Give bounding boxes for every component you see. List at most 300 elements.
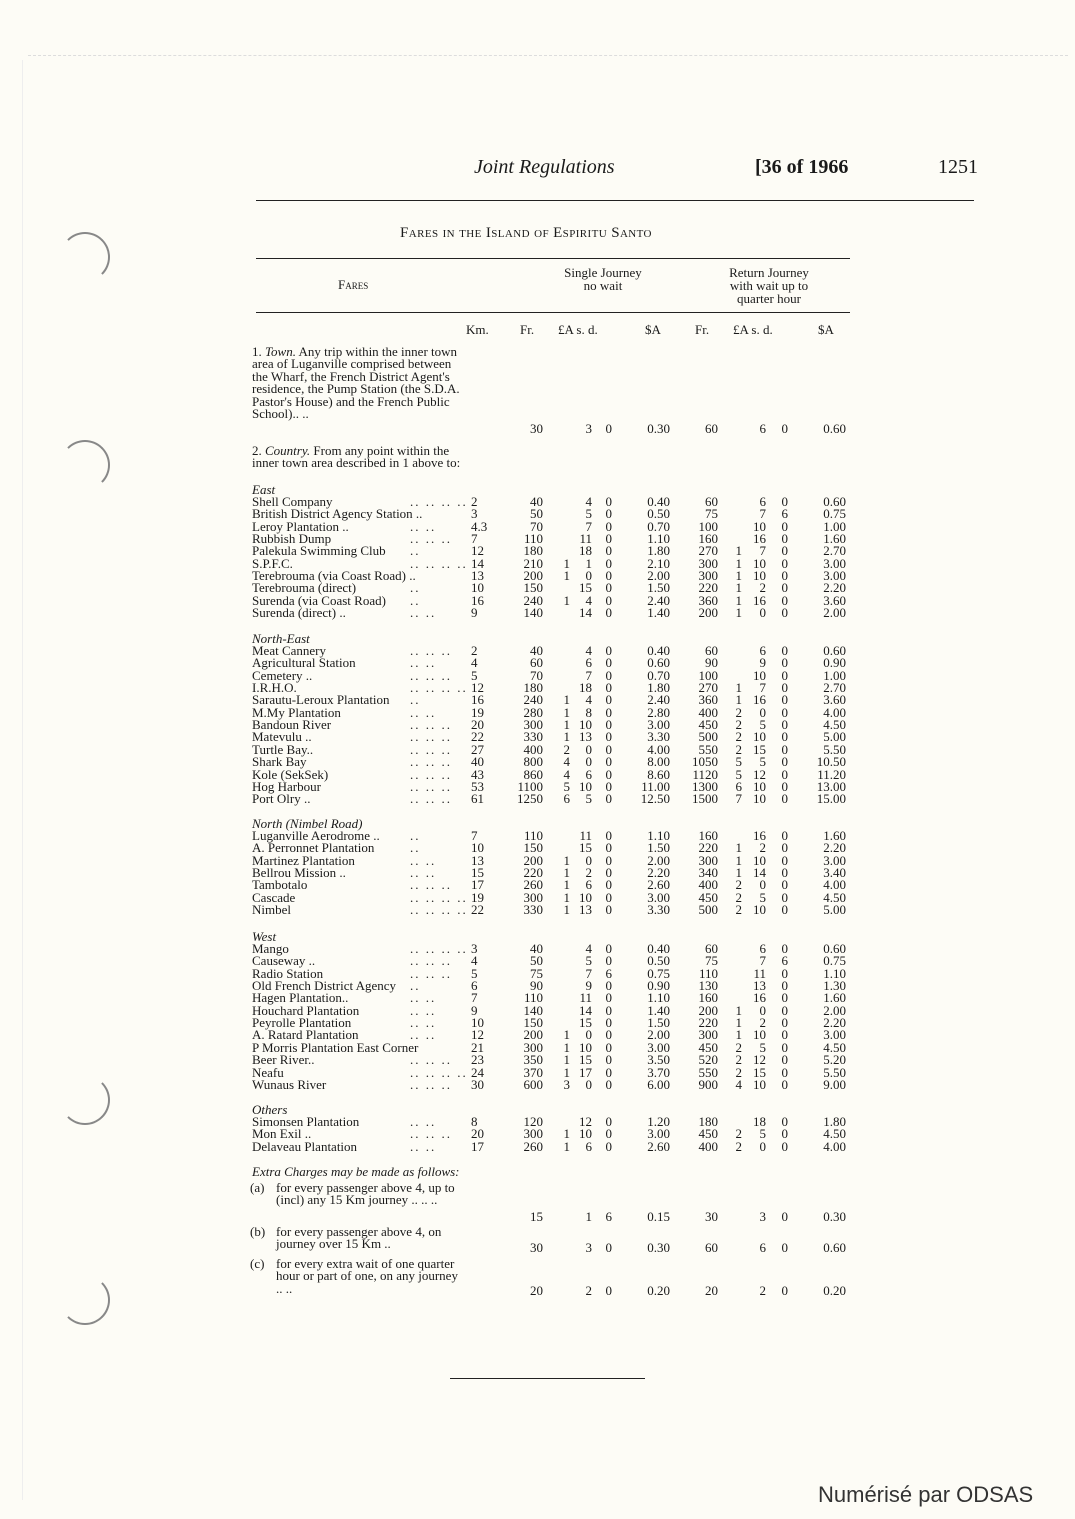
return-fr: 450 <box>698 717 718 733</box>
single-shillings: 5 <box>585 506 592 522</box>
single-fr: 120 <box>523 1114 543 1129</box>
return-fr: 220 <box>698 1015 718 1031</box>
single-shillings: 10 <box>579 717 592 733</box>
return-pence: 0 <box>781 494 788 509</box>
single-pence: 0 <box>605 754 612 770</box>
return-dollars: 0.75 <box>823 506 846 522</box>
destination-name: Causeway .. <box>252 953 316 969</box>
return-pounds: 2 <box>735 1039 742 1055</box>
return-fr: 20 <box>705 1283 718 1298</box>
single-shillings: 4 <box>585 941 592 956</box>
return-pence: 0 <box>781 889 788 905</box>
single-fr: 30 <box>530 421 543 436</box>
single-shillings: 10 <box>579 889 592 905</box>
item-label: (b) <box>250 1224 266 1239</box>
destination-name: Bandoun River <box>252 717 332 733</box>
return-fr: 75 <box>705 953 718 969</box>
return-pounds: 1 <box>735 865 742 881</box>
single-dollars: 1.80 <box>647 680 670 696</box>
leader-dots: .. .. <box>410 1027 437 1043</box>
single-fr: 180 <box>523 543 543 559</box>
return-head-line: Return Journey <box>729 265 809 280</box>
single-head-line: no wait <box>583 278 623 293</box>
single-pence: 0 <box>605 692 612 708</box>
para-text: Any trip within the inner town area of Luganville comprised between the Wharf, the French District Agent's residence, the Pump Station (the S.D.A. Pastor's House) and the French Public School).. .. <box>252 344 460 422</box>
single-pence: 0 <box>605 1138 612 1154</box>
single-shillings: 4 <box>585 692 592 708</box>
single-pence: 0 <box>605 865 612 881</box>
single-fr: 260 <box>523 877 543 893</box>
destination-name: Shark Bay <box>252 754 307 770</box>
return-fr: 300 <box>698 1027 718 1043</box>
return-fr: 1500 <box>692 791 718 807</box>
return-shillings: 10 <box>753 518 766 534</box>
return-fr: 60 <box>705 941 718 956</box>
return-dollars: 5.50 <box>823 741 846 757</box>
return-pence: 0 <box>781 965 788 981</box>
single-pounds: 3 <box>563 1076 570 1092</box>
return-pence: 0 <box>781 1076 788 1092</box>
leader-dots: .. .. <box>410 1002 437 1018</box>
single-dollars: 1.10 <box>647 828 670 843</box>
distance-km: 13 <box>471 852 484 868</box>
single-head-line: Single Journey <box>564 265 642 280</box>
return-fr: 500 <box>698 902 718 918</box>
return-fr: 220 <box>698 580 718 596</box>
page-number: 1251 <box>938 156 978 178</box>
return-pence: 0 <box>781 531 788 547</box>
single-pence: 0 <box>605 990 612 1006</box>
single-fr: 75 <box>530 965 543 981</box>
return-shillings: 3 <box>759 1209 766 1224</box>
single-pence: 0 <box>605 543 612 559</box>
destination-name: Leroy Plantation .. <box>252 518 349 534</box>
item-label: (c) <box>250 1256 265 1271</box>
single-shillings: 1 <box>585 555 592 571</box>
return-pence: 0 <box>781 704 788 720</box>
return-shillings: 6 <box>759 421 766 436</box>
leader-dots: .. .. .. <box>410 1052 452 1068</box>
single-dollars: 0.50 <box>647 506 670 522</box>
return-fr: 340 <box>698 865 718 881</box>
return-dollars: 15.00 <box>816 791 846 807</box>
town-paragraph <box>252 346 464 420</box>
single-pounds: 1 <box>563 1138 570 1154</box>
return-shillings: 6 <box>759 494 766 509</box>
single-dollars: 3.00 <box>647 889 670 905</box>
single-shillings: 11 <box>579 828 592 843</box>
single-pence: 0 <box>605 1240 612 1255</box>
single-pence: 6 <box>605 1209 612 1224</box>
single-pence: 0 <box>605 680 612 696</box>
single-shillings: 2 <box>585 865 592 881</box>
single-pounds: 1 <box>563 1039 570 1055</box>
single-pence: 0 <box>605 766 612 782</box>
return-shillings: 0 <box>759 1002 766 1018</box>
return-pence: 0 <box>781 754 788 770</box>
return-pounds: 1 <box>735 1002 742 1018</box>
return-dollars: 4.50 <box>823 1039 846 1055</box>
single-pounds: 1 <box>563 592 570 608</box>
single-pence: 0 <box>605 1114 612 1129</box>
return-dollars: 1.60 <box>823 990 846 1006</box>
single-shillings: 0 <box>585 852 592 868</box>
return-journey-head <box>710 266 828 305</box>
single-shillings: 7 <box>585 965 592 981</box>
single-shillings: 1 <box>585 1209 592 1224</box>
return-pence: 0 <box>781 791 788 807</box>
act-number: [36 of 1966 <box>755 156 849 178</box>
return-pence: 0 <box>781 643 788 658</box>
single-fr: 110 <box>523 828 543 843</box>
return-dollars: 11.20 <box>817 766 846 782</box>
return-pounds: 5 <box>735 754 742 770</box>
single-shillings: 4 <box>585 592 592 608</box>
single-fr: 280 <box>523 704 543 720</box>
return-pounds: 1 <box>735 692 742 708</box>
single-fr: 300 <box>523 1126 543 1142</box>
single-dollars: 0.50 <box>647 953 670 969</box>
return-pounds: 1 <box>735 680 742 696</box>
distance-km: 13 <box>471 568 484 584</box>
destination-name: I.R.H.O. <box>252 680 297 696</box>
return-pence: 0 <box>781 766 788 782</box>
single-shillings: 2 <box>585 1283 592 1298</box>
return-dollars: 5.50 <box>823 1064 846 1080</box>
return-shillings: 6 <box>759 941 766 956</box>
return-dollars: 0.90 <box>823 655 846 671</box>
single-pence: 0 <box>605 1076 612 1092</box>
return-pence: 0 <box>781 865 788 881</box>
single-fr: 300 <box>523 889 543 905</box>
single-dollars: 0.20 <box>647 1283 670 1298</box>
single-dollars: 1.10 <box>647 531 670 547</box>
distance-km: 10 <box>471 840 484 856</box>
single-dollars: 12.50 <box>640 791 670 807</box>
single-pounds: 1 <box>563 717 570 733</box>
single-fr: 200 <box>523 852 543 868</box>
return-fr: 60 <box>705 421 718 436</box>
distance-km: 43 <box>471 766 484 782</box>
single-pence: 0 <box>605 852 612 868</box>
para-heading: Country. <box>265 443 311 458</box>
single-fr: 1250 <box>517 791 543 807</box>
return-dollars: 3.60 <box>823 592 846 608</box>
single-dollars: 2.00 <box>647 568 670 584</box>
return-dollars: 2.20 <box>823 840 846 856</box>
distance-km: 3 <box>471 941 478 956</box>
single-pence: 6 <box>605 965 612 981</box>
single-dollars: 2.00 <box>647 852 670 868</box>
destination-name: Cemetery .. <box>252 667 313 683</box>
return-fr: 60 <box>705 494 718 509</box>
distance-km: 12 <box>471 680 484 696</box>
digitisation-credit: Numérisé par ODSAS <box>818 1482 1034 1507</box>
single-shillings: 10 <box>579 1126 592 1142</box>
return-pence: 0 <box>781 680 788 696</box>
single-pounds: 4 <box>563 766 570 782</box>
leader-dots: .. .. .. <box>410 778 452 794</box>
single-fr: 210 <box>523 555 543 571</box>
single-shillings: 7 <box>585 667 592 683</box>
return-dollars: 4.00 <box>823 704 846 720</box>
return-head-line: with wait up to <box>729 278 809 293</box>
distance-km: 7 <box>471 990 478 1006</box>
return-pounds: 2 <box>735 729 742 745</box>
return-pence: 0 <box>781 1240 788 1255</box>
return-shillings: 6 <box>759 643 766 658</box>
single-dollars: 1.20 <box>647 1114 670 1129</box>
single-fr: 110 <box>523 531 543 547</box>
return-shillings: 5 <box>759 717 766 733</box>
section-heading: North (Nimbel Road) <box>252 816 363 831</box>
fares-column-head: Fares <box>338 277 369 292</box>
return-shillings: 5 <box>759 889 766 905</box>
single-dollars: 0.70 <box>647 667 670 683</box>
return-pounds: 1 <box>735 1015 742 1031</box>
return-pence: 0 <box>781 592 788 608</box>
single-pounds: 4 <box>563 754 570 770</box>
leader-dots: .. .. .. <box>410 965 452 981</box>
single-pence: 0 <box>605 902 612 918</box>
single-fr: 90 <box>530 978 543 994</box>
extra-charges-heading: Extra Charges may be made as follows: <box>252 1164 460 1179</box>
single-fr: 200 <box>523 1027 543 1043</box>
single-shillings: 9 <box>585 978 592 994</box>
single-dollars: 0.60 <box>647 655 670 671</box>
return-pence: 0 <box>781 741 788 757</box>
return-dollars: 0.60 <box>823 421 846 436</box>
distance-km: 16 <box>471 592 484 608</box>
fr-unit: Fr. <box>520 322 535 337</box>
return-pounds: 1 <box>735 555 742 571</box>
single-pence: 0 <box>605 531 612 547</box>
return-dollars: 3.00 <box>823 555 846 571</box>
single-pence: 0 <box>605 1126 612 1142</box>
destination-name: Shell Company <box>252 494 333 509</box>
return-pence: 0 <box>781 1039 788 1055</box>
destination-name: British District Agency Station .. <box>252 506 423 522</box>
return-dollars: 4.50 <box>823 889 846 905</box>
return-shillings: 10 <box>753 1076 766 1092</box>
single-pence: 0 <box>605 1283 612 1298</box>
return-dollars: 1.80 <box>823 1114 846 1129</box>
return-fr: 220 <box>698 840 718 856</box>
return-shillings: 12 <box>753 1052 766 1068</box>
single-shillings: 0 <box>585 1027 592 1043</box>
return-pounds: 1 <box>735 580 742 596</box>
single-pence: 0 <box>605 643 612 658</box>
single-pence: 0 <box>605 421 612 436</box>
binder-hole <box>60 440 110 490</box>
single-dollars: 3.50 <box>647 1052 670 1068</box>
single-dollars: 2.40 <box>647 692 670 708</box>
single-pence: 0 <box>605 877 612 893</box>
single-fr: 200 <box>523 568 543 584</box>
return-fr: 400 <box>698 1138 718 1154</box>
return-dollars: 3.40 <box>823 865 846 881</box>
single-fr: 40 <box>530 494 543 509</box>
single-fr: 370 <box>523 1064 543 1080</box>
single-pence: 0 <box>605 605 612 621</box>
return-shillings: 10 <box>753 902 766 918</box>
running-title: Joint Regulations <box>474 156 615 178</box>
return-dollars: 1.30 <box>823 978 846 994</box>
return-dollars: 0.75 <box>823 953 846 969</box>
distance-km: 27 <box>471 741 484 757</box>
single-pence: 0 <box>605 741 612 757</box>
distance-km: 9 <box>471 1002 478 1018</box>
fare-row <box>0 1078 1075 1091</box>
destination-name: Nimbel <box>252 902 291 918</box>
single-fr: 140 <box>523 1002 543 1018</box>
single-fr: 330 <box>523 902 543 918</box>
single-shillings: 0 <box>585 1076 592 1092</box>
return-pounds: 1 <box>735 605 742 621</box>
return-shillings: 7 <box>759 953 766 969</box>
destination-name: Bellrou Mission .. <box>252 865 346 881</box>
return-dollars: 1.60 <box>823 828 846 843</box>
return-fr: 100 <box>698 667 718 683</box>
leader-dots: .. .. <box>410 655 437 671</box>
single-dollars: 4.00 <box>647 741 670 757</box>
return-shillings: 16 <box>753 592 766 608</box>
single-shillings: 14 <box>579 605 592 621</box>
return-pounds: 2 <box>735 1126 742 1142</box>
return-pence: 0 <box>781 667 788 683</box>
leader-dots: .. .. .. .. <box>410 902 468 918</box>
fare-row <box>0 903 1075 916</box>
single-fr: 600 <box>523 1076 543 1092</box>
return-shillings: 10 <box>753 667 766 683</box>
single-fr: 180 <box>523 680 543 696</box>
return-fr: 160 <box>698 990 718 1006</box>
distance-km: 40 <box>471 754 484 770</box>
single-dollars: 3.30 <box>647 902 670 918</box>
single-dollars: 1.10 <box>647 990 670 1006</box>
destination-name: Agricultural Station <box>252 655 356 671</box>
single-fr: 240 <box>523 592 543 608</box>
single-dollars: 2.80 <box>647 704 670 720</box>
return-shillings: 10 <box>753 791 766 807</box>
distance-km: 9 <box>471 605 478 621</box>
single-pence: 0 <box>605 518 612 534</box>
single-dollars: 1.40 <box>647 605 670 621</box>
return-shillings: 2 <box>759 1283 766 1298</box>
return-pence: 0 <box>781 421 788 436</box>
distance-km: 4 <box>471 953 478 969</box>
return-shillings: 7 <box>759 506 766 522</box>
return-pence: 0 <box>781 518 788 534</box>
single-shillings: 18 <box>579 543 592 559</box>
return-fr: 30 <box>705 1209 718 1224</box>
return-shillings: 2 <box>759 1015 766 1031</box>
destination-name: Terebrouma (via Coast Road) .. <box>252 568 416 584</box>
return-fr: 360 <box>698 592 718 608</box>
return-pence: 0 <box>781 1002 788 1018</box>
distance-km: 20 <box>471 1126 484 1142</box>
return-shillings: 2 <box>759 580 766 596</box>
return-fr-unit: Fr. <box>695 322 710 337</box>
return-shillings: 0 <box>759 704 766 720</box>
lsd-unit: £A s. d. <box>558 322 598 337</box>
return-pence: 0 <box>781 580 788 596</box>
destination-name: Wunaus River <box>252 1076 327 1092</box>
return-dollars: 2.70 <box>823 680 846 696</box>
single-fr: 20 <box>530 1283 543 1298</box>
destination-name: Mango <box>252 941 289 956</box>
scan-top-edge <box>28 55 1068 56</box>
distance-km: 4.3 <box>471 518 488 534</box>
return-dollars: 1.00 <box>823 667 846 683</box>
return-fr: 1300 <box>692 778 718 794</box>
distance-km: 19 <box>471 889 484 905</box>
para-heading: Town. <box>265 344 296 359</box>
return-shillings: 7 <box>759 680 766 696</box>
distance-km: 8 <box>471 1114 478 1129</box>
single-shillings: 15 <box>579 580 592 596</box>
destination-name: Beer River.. <box>252 1052 315 1068</box>
return-pounds: 2 <box>735 704 742 720</box>
leader-dots: .. <box>410 592 421 608</box>
single-fr: 140 <box>523 605 543 621</box>
dollar-unit: $A <box>645 322 661 337</box>
single-fr: 860 <box>523 766 543 782</box>
return-fr: 450 <box>698 1126 718 1142</box>
return-pence: 0 <box>781 1114 788 1129</box>
leader-dots: .. .. .. <box>410 1126 452 1142</box>
distance-km: 20 <box>471 717 484 733</box>
return-dollars: 3.60 <box>823 692 846 708</box>
return-dollars: 13.00 <box>816 778 846 794</box>
return-dollars: 1.10 <box>823 965 846 981</box>
single-pence: 0 <box>605 568 612 584</box>
single-pounds: 1 <box>563 1126 570 1142</box>
return-fr: 300 <box>698 555 718 571</box>
return-pence: 0 <box>781 828 788 843</box>
destination-name: M.My Plantation <box>252 704 341 720</box>
return-pence: 0 <box>781 1126 788 1142</box>
single-pounds: 1 <box>563 568 570 584</box>
section-heading: West <box>252 929 277 944</box>
single-pence: 0 <box>605 655 612 671</box>
single-shillings: 4 <box>585 494 592 509</box>
return-dollars: 2.20 <box>823 1015 846 1031</box>
para-text: From any point within the inner town area described in 1 above to: <box>252 443 461 471</box>
destination-name: Martinez Plantation <box>252 852 355 868</box>
return-pence: 0 <box>781 1209 788 1224</box>
distance-km: 4 <box>471 655 478 671</box>
leader-dots: .. .. .. .. <box>410 941 468 956</box>
single-pence: 0 <box>605 978 612 994</box>
distance-km: 6 <box>471 978 478 994</box>
single-pounds: 1 <box>563 555 570 571</box>
leader-dots: .. .. <box>410 1015 437 1031</box>
leader-dots: .. <box>410 543 421 559</box>
distance-km: 24 <box>471 1064 484 1080</box>
distance-km: 23 <box>471 1052 484 1068</box>
return-shillings: 5 <box>759 1039 766 1055</box>
return-fr: 1120 <box>692 766 718 782</box>
distance-km: 12 <box>471 1027 484 1043</box>
return-dollars: 0.60 <box>823 1240 846 1255</box>
binder-hole <box>60 1275 110 1325</box>
destination-name: Houchard Plantation <box>252 1002 360 1018</box>
return-fr: 180 <box>698 1114 718 1129</box>
single-dollars: 8.00 <box>647 754 670 770</box>
return-pounds: 5 <box>735 766 742 782</box>
single-dollars: 0.70 <box>647 518 670 534</box>
